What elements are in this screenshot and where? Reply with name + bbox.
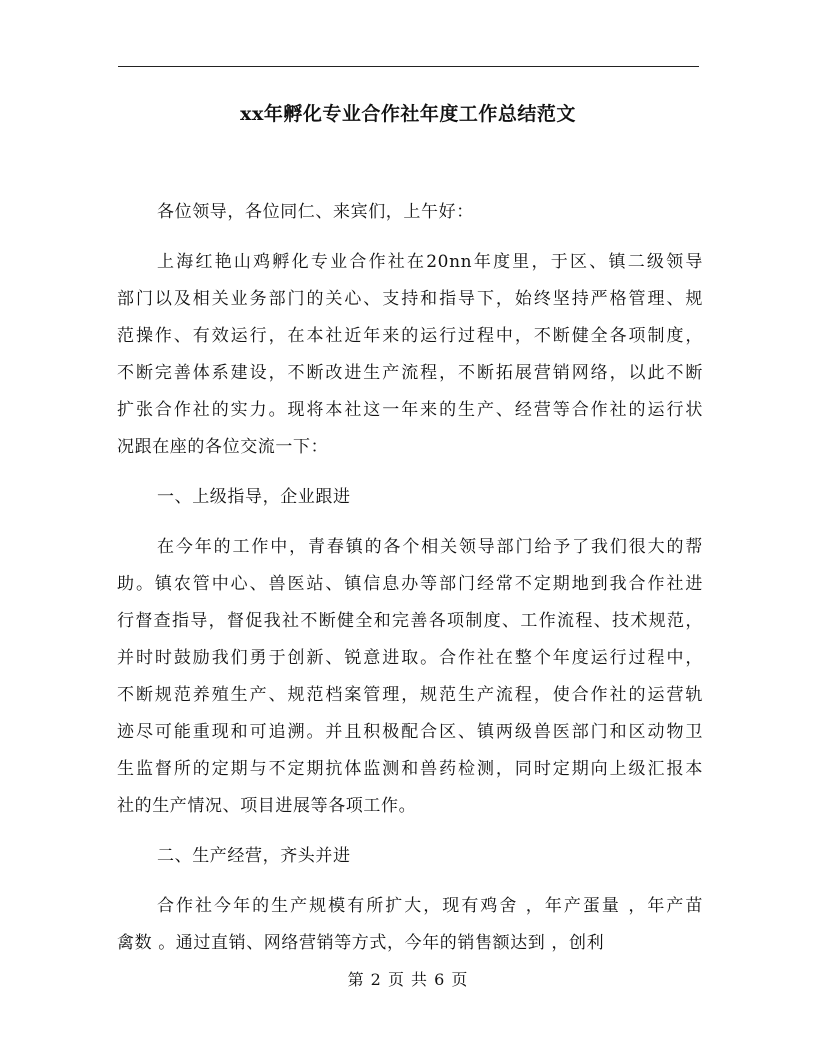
header-rule — [118, 66, 699, 67]
paragraph-line: 上海红艳山鸡孵化专业合作社在20nn年度里，于区、镇二级领导 — [157, 252, 703, 272]
page-number: 第 2 页 共 6 页 — [347, 970, 469, 989]
paragraph-line: 助。镇农管中心、兽医站、镇信息办等部门经常不定期地到我合作社进 — [117, 574, 703, 594]
paragraph-line: 迹尽可能重现和可追溯。并且积极配合区、镇两级兽医部门和区动物卫 — [117, 722, 703, 742]
paragraph-line: 社的生产情况、项目进展等各项工作。 — [117, 796, 417, 816]
section-heading: 一、上级指导，企业跟进 — [157, 487, 351, 507]
paragraph-line: 不断完善体系建设，不断改进生产流程，不断拓展营销网络，以此不断 — [117, 363, 703, 383]
paragraph-line: 合作社今年的生产规模有所扩大，现有鸡舍 ，年产蛋量 ，年产苗 — [157, 896, 703, 916]
paragraph-line: 不断规范养殖生产、规范档案管理，规范生产流程，使合作社的运营轨 — [117, 685, 703, 705]
paragraph-line: 况跟在座的各位交流一下： — [117, 437, 329, 457]
paragraph-line: 部门以及相关业务部门的关心、支持和指导下，始终坚持严格管理、规 — [117, 289, 703, 309]
greeting: 各位领导，各位同仁、来宾们，上午好： — [157, 202, 474, 222]
section-heading: 二、生产经营，齐头并进 — [157, 846, 351, 866]
paragraph-line: 并时时鼓励我们勇于创新、锐意进取。合作社在整个年度运行过程中， — [117, 648, 703, 668]
paragraph-line: 行督查指导，督促我社不断健全和完善各项制度、工作流程、技术规范， — [117, 611, 703, 631]
paragraph-line: 在今年的工作中，青春镇的各个相关领导部门给予了我们很大的帮 — [157, 537, 703, 557]
paragraph-line: 扩张合作社的实力。现将本社这一年来的生产、经营等合作社的运行状 — [117, 400, 703, 420]
paragraph-line: 生监督所的定期与不定期抗体监测和兽药检测，同时定期向上级汇报本 — [117, 759, 703, 779]
paragraph-line: 范操作、有效运行，在本社近年来的运行过程中，不断健全各项制度， — [117, 326, 703, 346]
document-title: xx年孵化专业合作社年度工作总结范文 — [240, 103, 576, 125]
paragraph-line: 禽数 。通过直销、网络营销等方式，今年的销售额达到 ，创利 — [117, 933, 605, 953]
